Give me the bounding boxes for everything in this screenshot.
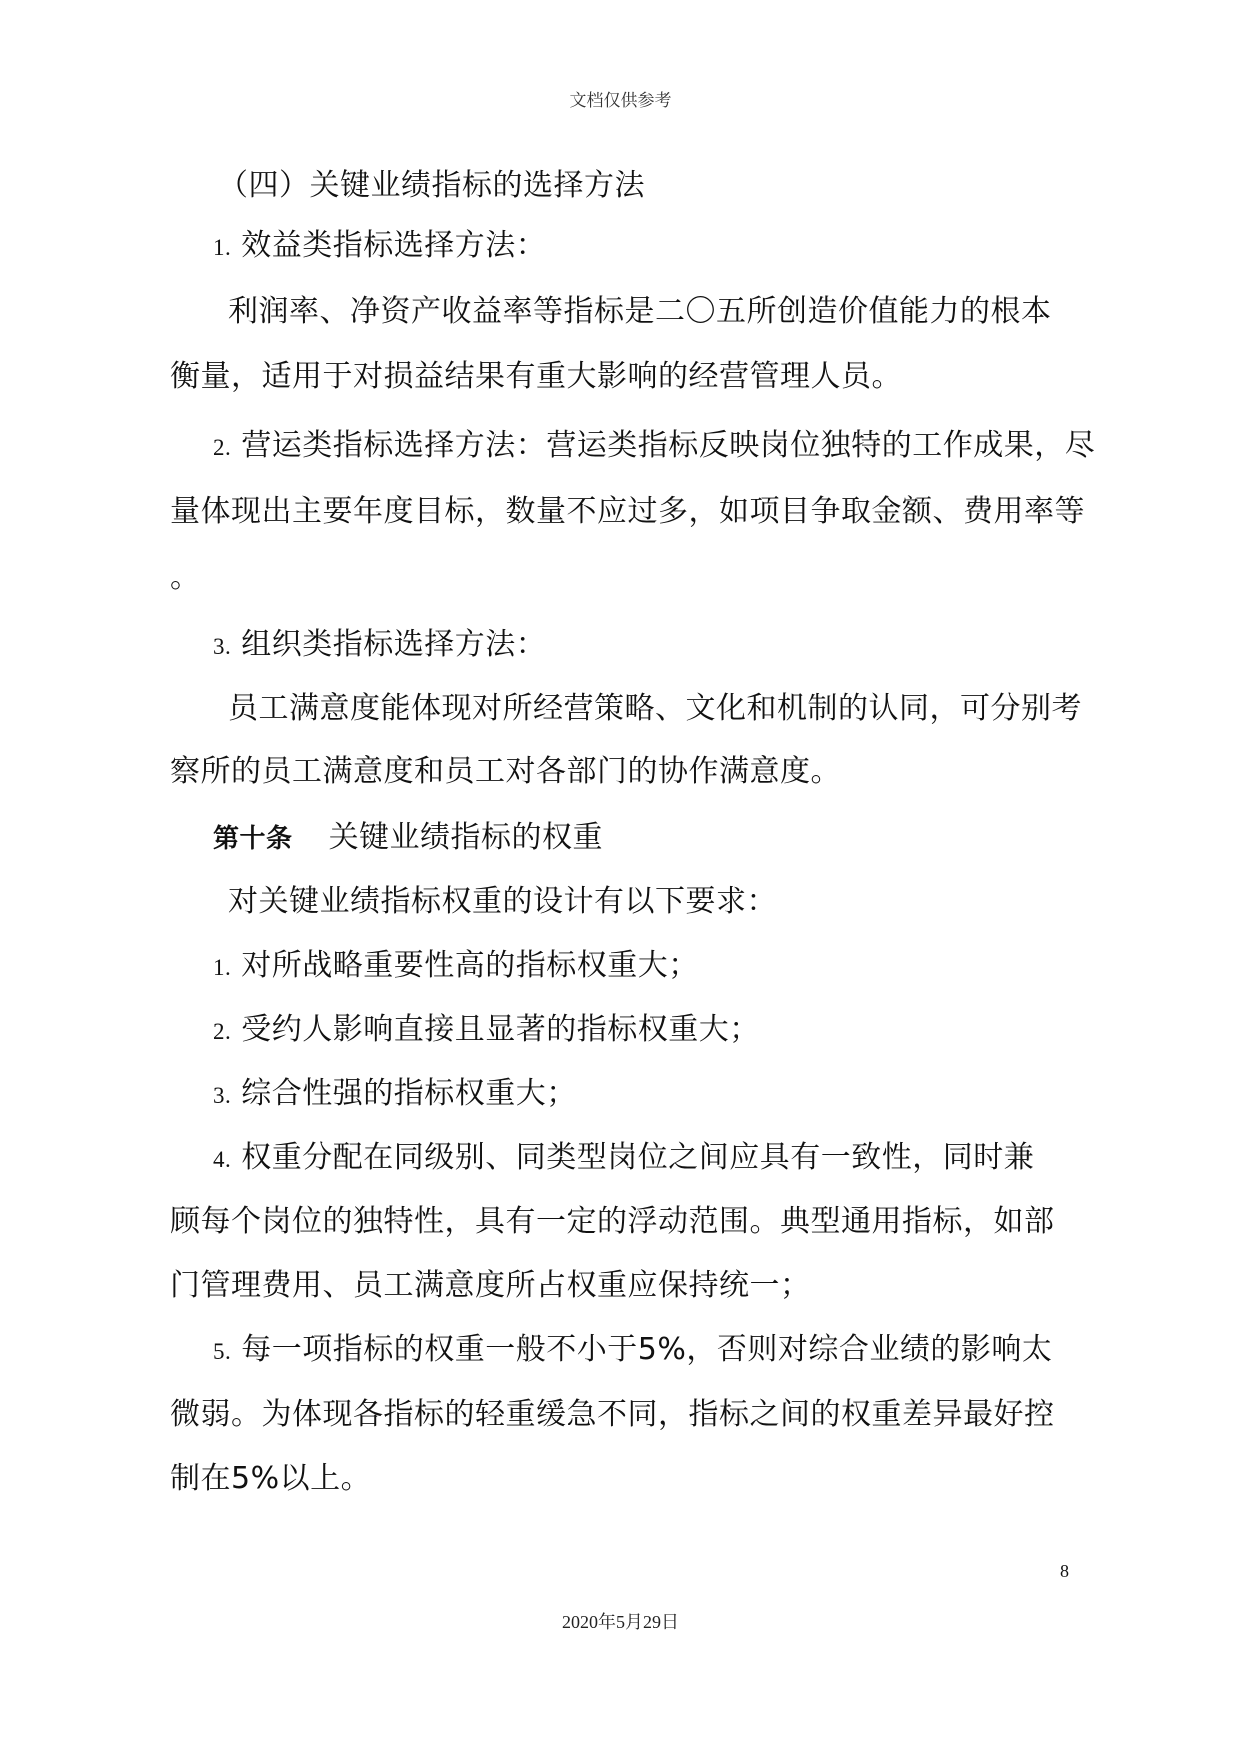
item-1-number: 1.	[213, 235, 232, 260]
item-2-line-1	[213, 426, 1095, 468]
article-label: 第十条	[213, 824, 293, 854]
requirement-5-line-2: 微弱。为体现各指标的轻重缓急不同，指标之间的权重差异最好控	[170, 1397, 1055, 1432]
requirement-2-text: 受约人影响直接且显著的指标权重大；	[241, 1012, 760, 1047]
requirement-3-number: 3.	[213, 1083, 232, 1108]
requirement-5-number: 5.	[213, 1339, 232, 1364]
item-1-text: 效益类指标选择方法：	[241, 228, 547, 263]
item-1	[213, 226, 546, 268]
requirements-intro: 对关键业绩指标权重的设计有以下要求：	[228, 884, 777, 919]
article-title: 关键业绩指标的权重	[328, 820, 604, 855]
item-2-line-2: 量体现出主要年度目标，数量不应过多，如项目争取金额、费用率等	[170, 494, 1085, 529]
requirement-2	[213, 1010, 760, 1052]
page-header: 文档仅供参考	[569, 91, 672, 111]
item-3-number: 3.	[213, 634, 232, 659]
item-3-body-line-1: 员工满意度能体现对所经营策略、文化和机制的认同，可分别考	[228, 691, 1082, 726]
item-1-body-line-1: 利润率、净资产收益率等指标是二〇五所创造价值能力的根本	[228, 294, 1052, 329]
item-3	[213, 625, 546, 667]
requirement-4-text: 权重分配在同级别、同类型岗位之间应具有一致性，同时兼	[241, 1140, 1035, 1175]
page-footer-date: 2020年5月29日	[562, 1612, 679, 1632]
requirement-1	[213, 946, 699, 988]
requirement-4-line-3: 门管理费用、员工满意度所占权重应保持统一；	[170, 1268, 811, 1303]
requirement-3	[213, 1074, 577, 1116]
item-3-body-line-2: 察所的员工满意度和员工对各部门的协作满意度。	[170, 754, 841, 789]
requirement-5-text: 每一项指标的权重一般不小于5%，否则对综合业绩的影响太	[241, 1332, 1053, 1367]
requirement-3-text: 综合性强的指标权重大；	[241, 1076, 577, 1111]
article-heading	[213, 818, 603, 859]
page-number: 8	[1060, 1561, 1069, 1581]
requirement-5-line-1	[213, 1330, 1052, 1372]
item-2-text: 营运类指标选择方法：营运类指标反映岗位独特的工作成果，尽	[241, 428, 1096, 463]
item-3-text: 组织类指标选择方法：	[241, 627, 547, 662]
item-2-line-3: 。	[170, 560, 201, 595]
requirement-1-number: 1.	[213, 955, 232, 980]
requirement-5-line-3: 制在5%以上。	[170, 1461, 372, 1496]
requirement-1-text: 对所战略重要性高的指标权重大；	[241, 948, 699, 983]
requirement-4-number: 4.	[213, 1147, 232, 1172]
item-1-body-line-2: 衡量，适用于对损益结果有重大影响的经营管理人员。	[170, 359, 902, 394]
requirement-4-line-1	[213, 1138, 1034, 1180]
requirement-2-number: 2.	[213, 1019, 232, 1044]
item-2-number: 2.	[213, 435, 232, 460]
section-heading: （四）关键业绩指标的选择方法	[218, 168, 645, 203]
requirement-4-line-2: 顾每个岗位的独特性，具有一定的浮动范围。典型通用指标，如部	[170, 1204, 1055, 1239]
